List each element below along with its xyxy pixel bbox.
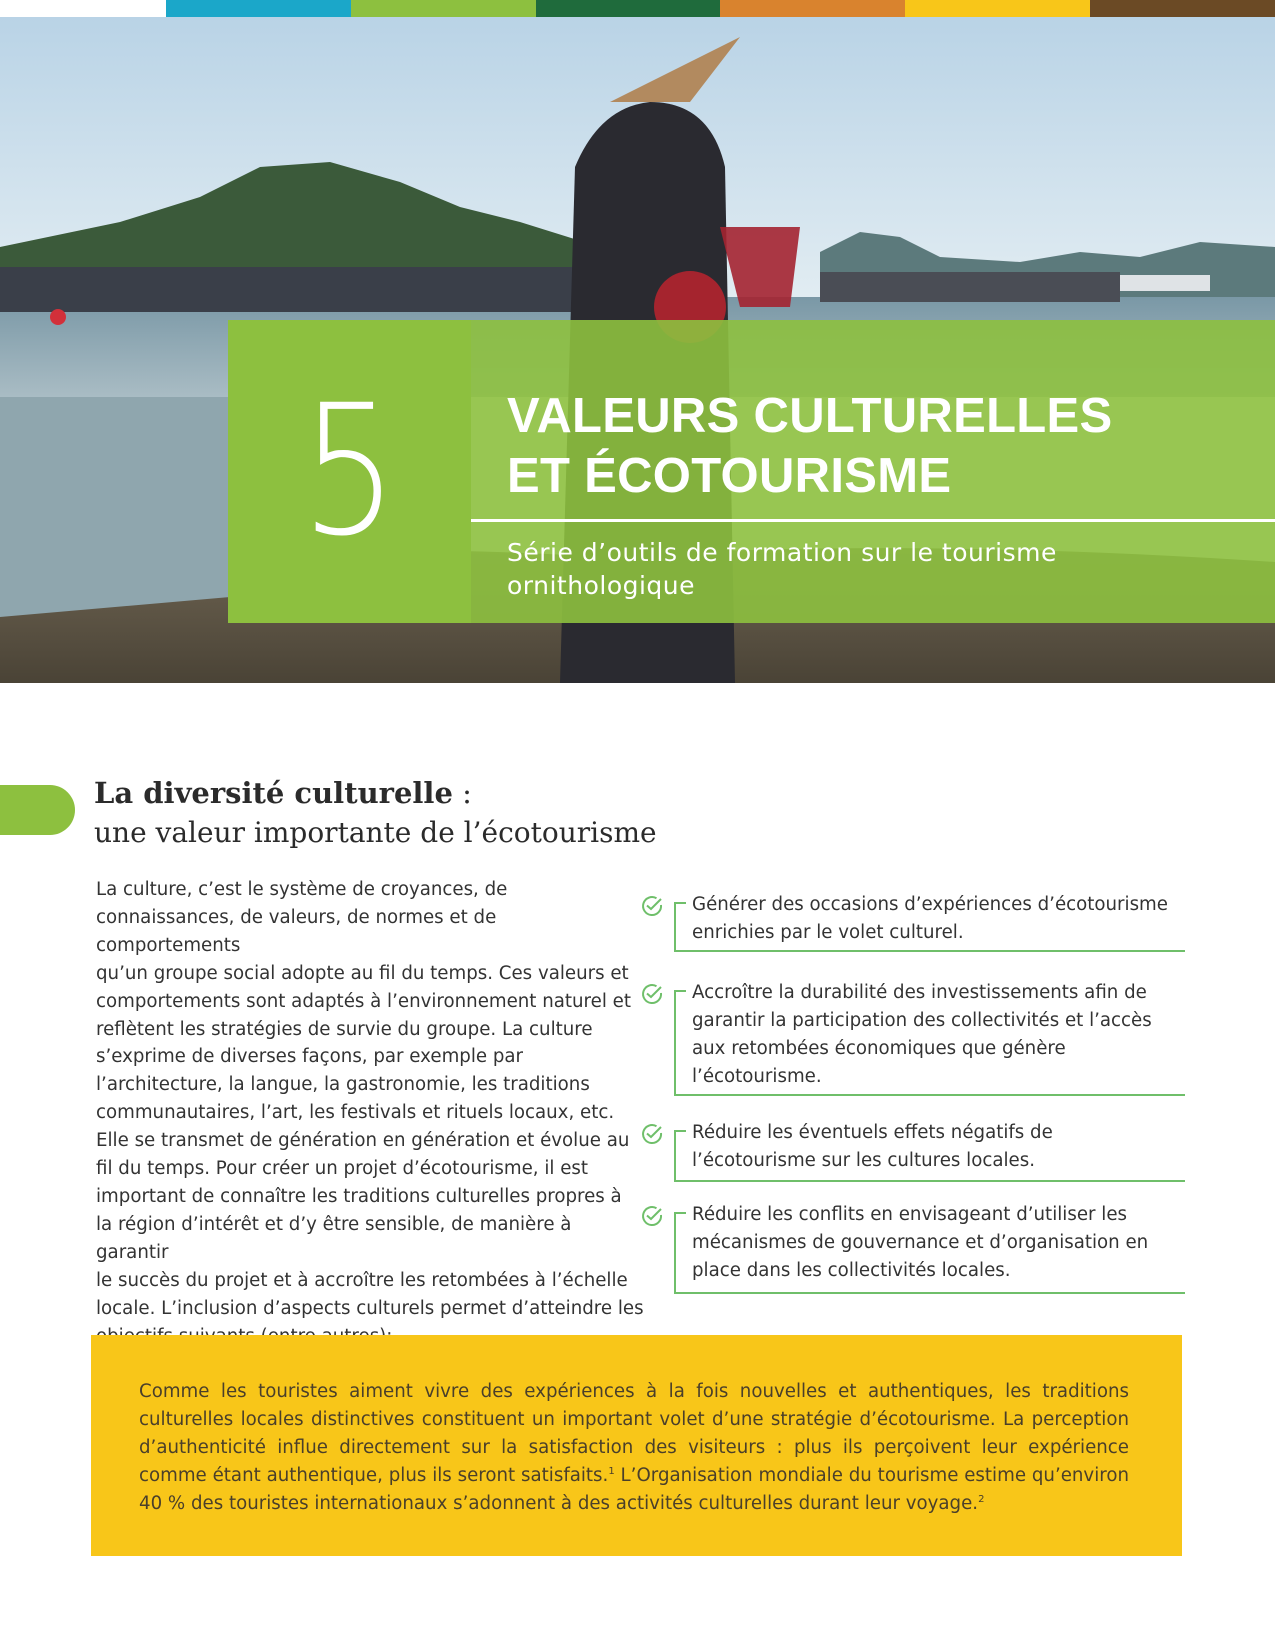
body-line: le succès du projet et à accroître les retombées à l’échelle	[96, 1269, 628, 1291]
objective-item	[640, 1118, 1185, 1182]
objective-line: l’écotourisme sur les cultures locales.	[692, 1150, 1035, 1171]
title-banner	[471, 320, 1275, 623]
strip-blue	[166, 0, 351, 17]
callout-text-part: Comme les touristes aiment vivre des expériences à la fois nouvelles et authentiques, les traditions culturelles locales distinctives constituent un important volet d’une stratégie d’écotourisme. La perception d’authenticité influe directement sur la satisfaction des visiteurs : plus ils perçoivent leur expérience comme étant authentique, plus ils seront satisfaits.	[139, 1381, 1129, 1486]
title-line-1: VALEURS CULTURELLES	[507, 389, 1113, 443]
chapter-number-box	[228, 320, 471, 623]
chapter-number: 5	[300, 366, 399, 576]
body-paragraph	[96, 876, 644, 1350]
subtitle-line-1: Série d’outils de formation sur le tourisme	[507, 538, 1057, 567]
check-circle-icon	[640, 894, 664, 918]
section-marker-tab	[0, 785, 75, 835]
objective-item	[640, 978, 1185, 1096]
page-title	[507, 386, 1113, 506]
callout-box	[91, 1335, 1182, 1556]
objective-line: mécanismes de gouvernance et d’organisation en	[692, 1232, 1149, 1253]
check-circle-icon	[640, 1204, 664, 1228]
objective-line: l’écotourisme.	[692, 1066, 822, 1087]
body-line: important de connaître les traditions culturelles propres à	[96, 1185, 622, 1207]
objective-line: garantir la participation des collectivités et l’accès	[692, 1010, 1152, 1031]
footnote-ref-2[interactable]: 2	[978, 1493, 985, 1505]
objective-line: aux retombées économiques que génère	[692, 1038, 1066, 1059]
objective-line: place dans les collectivités locales.	[692, 1260, 1011, 1281]
body-line: reflètent les stratégies de survie du groupe. La culture	[96, 1018, 593, 1040]
strip-orange	[720, 0, 905, 17]
title-divider	[471, 519, 1275, 522]
footnote-ref-1[interactable]: 1	[608, 1465, 615, 1477]
objective-item	[640, 1200, 1185, 1294]
body-line: qu’un groupe social adopte au fil du temps. Ces valeurs et	[96, 962, 629, 984]
objective-line: Accroître la durabilité des investissements afin de	[692, 982, 1147, 1003]
objective-item	[640, 890, 1185, 952]
objective-text	[692, 1119, 1181, 1175]
body-line: s’exprime de diverses façons, par exemple par	[96, 1046, 524, 1068]
body-line: fil du temps. Pour créer un projet d’écotourisme, il est	[96, 1158, 589, 1180]
body-line: la région d’intérêt et d’y être sensible, de manière à garantir	[96, 1213, 572, 1263]
objective-line: Réduire les conflits en envisageant d’utiliser les	[692, 1204, 1127, 1225]
section-heading	[94, 773, 657, 853]
body-line: communautaires, l’art, les festivals et rituels locaux, etc.	[96, 1102, 615, 1124]
strip-darkgreen	[536, 0, 721, 17]
strip-yellow	[905, 0, 1090, 17]
page-subtitle	[507, 536, 1057, 602]
check-circle-icon	[640, 1122, 664, 1146]
callout-text	[139, 1378, 1129, 1518]
callout-text-part: L’Organisation mondiale du tourisme estime qu’environ 40 % des touristes internationaux s’adonnent à des activités culturelles durant leur voyage.	[139, 1465, 1129, 1514]
body-line: Elle se transmet de génération en génération et évolue au	[96, 1130, 630, 1152]
heading-light: une valeur importante de l’écotourisme	[94, 816, 657, 849]
title-line-2: ET ÉCOTOURISME	[507, 449, 952, 503]
objective-text	[692, 1201, 1181, 1285]
objective-text	[692, 979, 1181, 1091]
body-line: l’architecture, la langue, la gastronomie, les traditions	[96, 1074, 590, 1096]
subtitle-line-2: ornithologique	[507, 571, 696, 600]
objective-line: Générer des occasions d’expériences d’écotourisme	[692, 894, 1168, 915]
objective-line: Réduire les éventuels effets négatifs de	[692, 1122, 1053, 1143]
heading-colon: :	[452, 776, 472, 810]
heading-bold: La diversité culturelle	[94, 776, 453, 810]
body-line: comportements sont adaptés à l’environnement naturel et	[96, 990, 631, 1012]
body-line: La culture, c’est le système de croyances, de	[96, 879, 508, 900]
check-circle-icon	[640, 982, 664, 1006]
body-line: connaissances, de valeurs, de normes et de comportements	[96, 906, 497, 956]
body-line: locale. L’inclusion d’aspects culturels permet d’atteindre les	[96, 1297, 644, 1319]
color-strip	[166, 0, 1275, 17]
strip-brown	[1090, 0, 1275, 17]
objective-text	[692, 891, 1181, 947]
strip-lime	[351, 0, 536, 17]
objective-line: enrichies par le volet culturel.	[692, 922, 964, 943]
